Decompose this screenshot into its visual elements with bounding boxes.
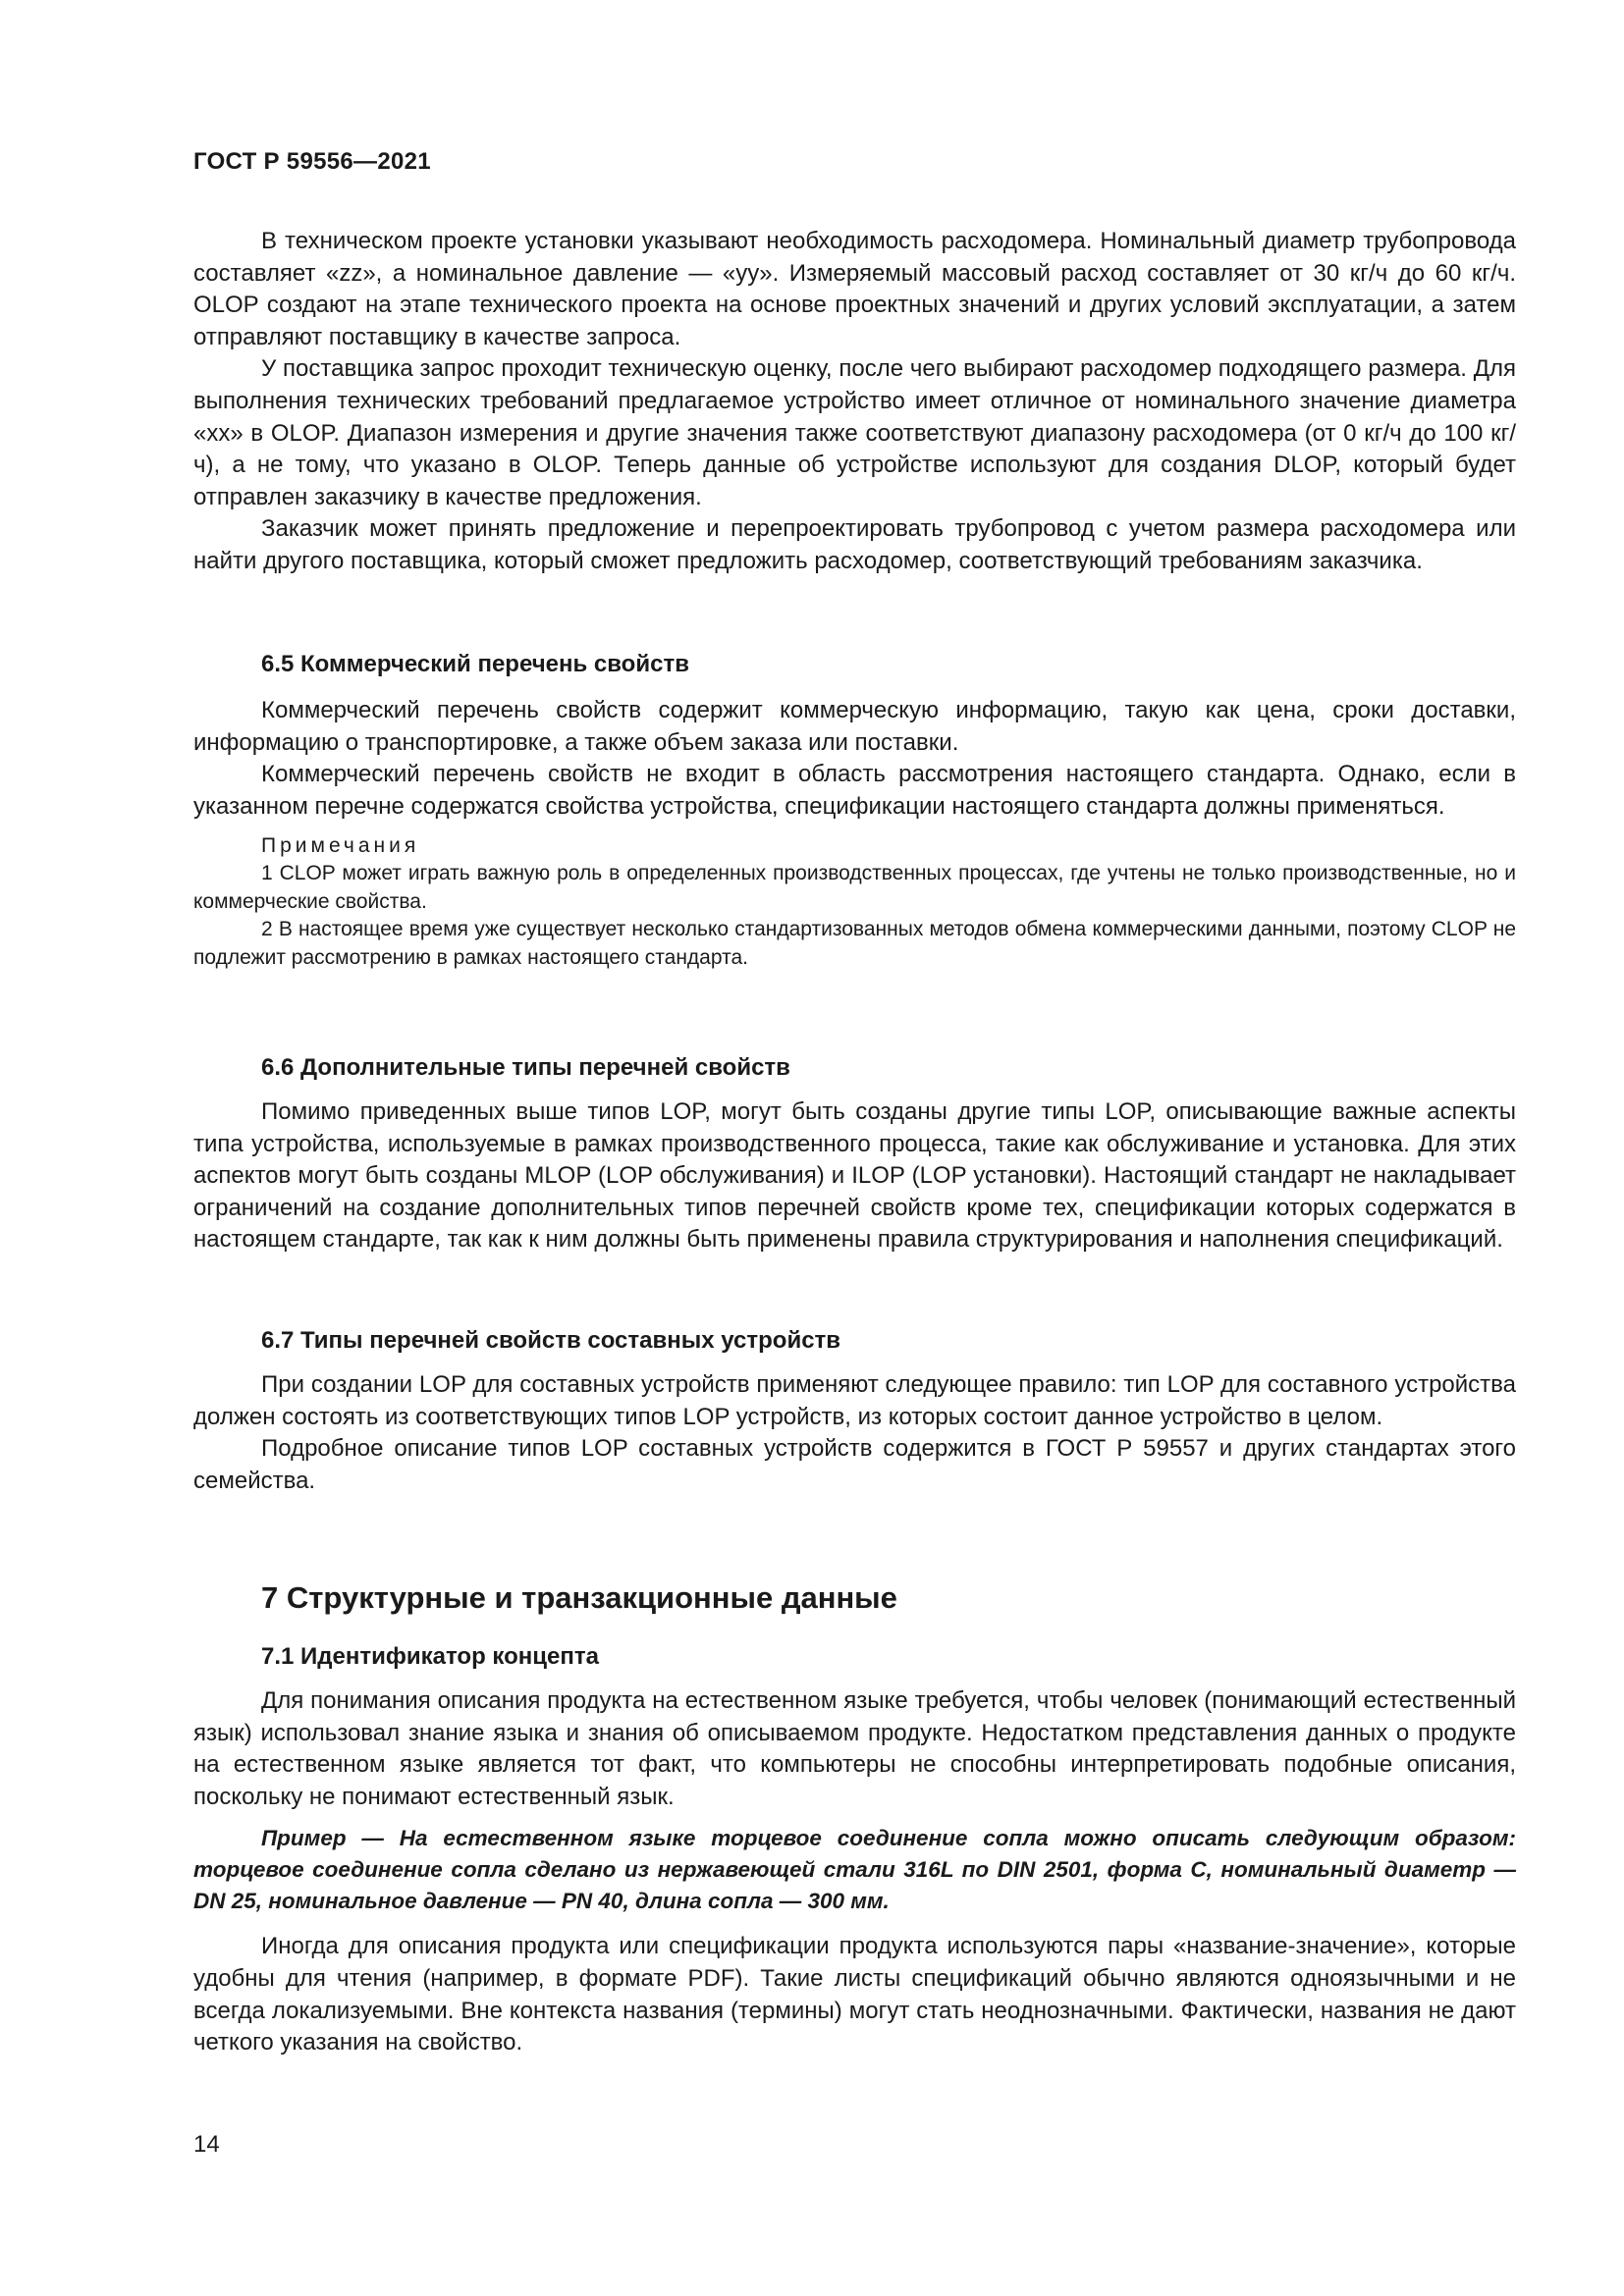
section-6-7-title: 6.7 Типы перечней свойств составных устройств xyxy=(261,1327,841,1354)
section-7-title: 7 Структурные и транзакционные данные xyxy=(261,1580,897,1615)
section-6-6-paragraph-1: Помимо приведенных выше типов LOP, могут быть созданы другие типы LOP, описывающие важные аспекты типа устройства, используемые в рамках производственного процесса, такие как обслуживание и установка. Для этих аспектов могут быть созданы MLOP (LOP обслуживания) и ILOP (LOP установки). Настоящий стандарт не накладывает ограничений на создание дополнительных типов перечней свойств кроме тех, спецификации которых содержатся в настоящем стандарте, так как к ним должны быть применены правила структурирования и наполнения спецификаций. xyxy=(193,1098,1516,1254)
note-2: 2 В настоящее время уже существует несколько стандартизованных методов обмена коммерческими данными, поэтому CLOP не подлежит рассмотрению в рамках настоящего стандарта. xyxy=(193,918,1516,969)
section-7 xyxy=(193,1578,1516,2059)
intro-paragraph-1: В техническом проекте установки указывают необходимость расходомера. Номинальный диаметр трубопровода составляет «zz», а номинальное давление — «yy». Измеряемый массовый расход составляет от 30 кг/ч до 60 кг/ч. OLOP создают на этапе технического проекта на основе проектных значений и других условий эксплуатации, а затем отправляют поставщику в качестве запроса. xyxy=(193,228,1516,350)
intro-paragraph-3: Заказчик может принять предложение и перепроектировать трубопровод с учетом размера расходомера или найти другого поставщика, который сможет предложить расходомер, соответствующий требованиям заказчика. xyxy=(193,515,1516,574)
section-6-6 xyxy=(193,1052,1516,1256)
section-6-7 xyxy=(193,1325,1516,1497)
section-6-5-title: 6.5 Коммерческий перечень свойств xyxy=(261,651,689,677)
page-number: 14 xyxy=(193,2131,220,2158)
note-1: 1 CLOP может играть важную роль в определенных производственных процессах, где учтены не только производственные, но и коммерческие свойства. xyxy=(193,862,1516,913)
document-header-id: ГОСТ Р 59556—2021 xyxy=(193,148,431,175)
section-6-5-paragraph-2: Коммерческий перечень свойств не входит в область рассмотрения настоящего стандарта. Однако, если в указанном перечне содержатся свойства устройства, спецификации настоящего стандарта должны применяться. xyxy=(193,761,1516,820)
example-block: Пример — На естественном языке торцевое соединение сопла можно описать следующим образом: торцевое соединение сопла сделано из нержавеющей стали 316L по DIN 2501, форма С, номинальный диаметр — DN 25, номинальное давление — PN 40, длина сопла — 300 мм. xyxy=(193,1826,1516,1914)
intro-block xyxy=(193,226,1516,578)
section-7-1-paragraph-1: Для понимания описания продукта на естественном языке требуется, чтобы человек (понимающий естественный язык) использовал знание языка и знания об описываемом продукте. Недостатком представления данных о продукте на естественном языке является тот факт, что компьютеры не способны интерпретировать подобные описания, поскольку не понимают естественный язык. xyxy=(193,1687,1516,1810)
notes-title: Примечания xyxy=(261,834,420,858)
section-6-6-title: 6.6 Дополнительные типы перечней свойств xyxy=(261,1054,790,1081)
section-6-7-paragraph-2: Подробное описание типов LOP составных устройств содержится в ГОСТ Р 59557 и других стандартах этого семейства. xyxy=(193,1435,1516,1494)
section-6-5-paragraph-1: Коммерческий перечень свойств содержит коммерческую информацию, такую как цена, сроки доставки, информацию о транспортировке, а также объем заказа или поставки. xyxy=(193,697,1516,756)
intro-paragraph-2: У поставщика запрос проходит техническую оценку, после чего выбирают расходомер подходящего размера. Для выполнения технических требований предлагаемое устройство имеет отличное от номинального значение диаметра «xx» в OLOP. Диапазон измерения и другие значения также соответствуют диапазону расходомера (от 0 кг/ч до 100 кг/ч), а не тому, что указано в OLOP. Теперь данные об устройстве используют для создания DLOP, который будет отправлен заказчику в качестве предложения. xyxy=(193,355,1516,510)
section-6-7-paragraph-1: При создании LOP для составных устройств применяют следующее правило: тип LOP для составного устройства должен состоять из соответствующих типов LOP устройств, из которых состоит данное устройство в целом. xyxy=(193,1371,1516,1430)
section-7-1-paragraph-2: Иногда для описания продукта или спецификации продукта используются пары «название-значение», которые удобны для чтения (например, в формате PDF). Такие листы спецификаций обычно являются одноязычными и не всегда локализуемыми. Вне контекста названия (термины) могут стать неоднозначными. Фактически, названия не дают четкого указания на свойство. xyxy=(193,1933,1516,2056)
section-6-5 xyxy=(193,649,1516,972)
section-7-1-title: 7.1 Идентификатор концепта xyxy=(261,1643,599,1670)
